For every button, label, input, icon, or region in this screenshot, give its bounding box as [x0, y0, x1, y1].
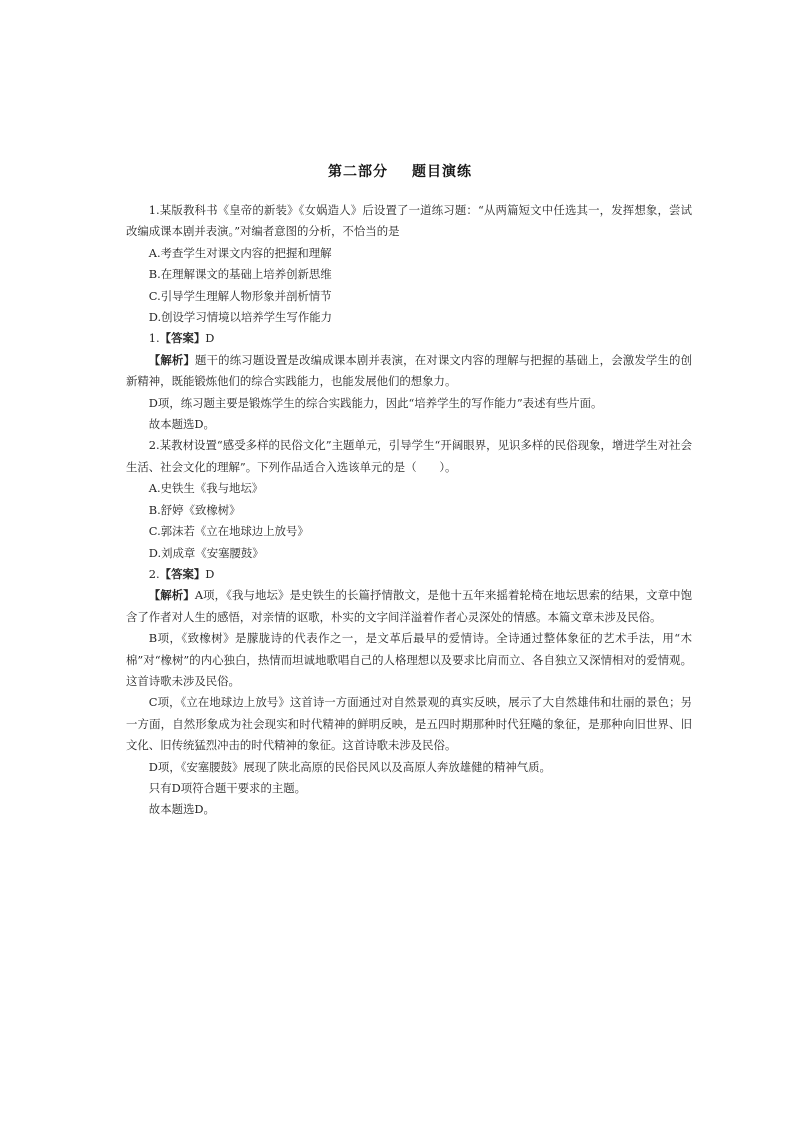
q2-option-b: B.舒婷《致橡树》: [148, 502, 241, 517]
q2-answer-value: D: [205, 566, 215, 581]
q1-answer-label: 【答案】: [159, 331, 206, 346]
q1-option-d: D.创设学习情境以培养学生写作能力: [148, 310, 333, 325]
q2-stem: 2.某教材设置“感受多样的民俗文化”主题单元，引导学生“开阔眼界，见识多样的民俗现象，增进学生对社会生活、社会文化的理解”。下列作品适合入选该单元的是（ ）。: [126, 438, 692, 474]
q2-answer: [126, 564, 692, 585]
q2-analysis-label: 【解析】: [148, 588, 195, 603]
section-title: [0, 161, 800, 181]
q2-option-d: D.刘成章《安塞腰鼓》: [148, 545, 264, 560]
q2-answer-label: 【答案】: [159, 566, 206, 581]
q2-only-d: 只有D项符合题干要求的主题。: [148, 780, 307, 795]
q1-answer-value: D: [205, 331, 215, 346]
q2-analysis-a-text: A项，《我与地坛》是史铁生的长篇抒情散文，是他十五年来摇着轮椅在地坛思索的结果，文章中饱含了作者对人生的感悟，对亲情的讴歌，朴实的文字间洋溢着作者心灵深处的情感。本篇文章未涉及民俗。: [126, 588, 692, 624]
section-part: 第二部分: [328, 164, 388, 180]
q1-stem: 1.某版教科书《皇帝的新装》《女娲造人》后设置了一道练习题：“从两篇短文中任选其一，发挥想象，尝试改编成课本剧并表演。”对编者意图的分析，不恰当的是: [126, 203, 692, 239]
q2-option-a: A.史铁生《我与地坛》: [148, 481, 264, 496]
q1-option-a: A.考查学生对课文内容的把握和理解: [148, 245, 332, 260]
q1-answer: [126, 328, 692, 349]
q2-analysis-b: B项，《致橡树》是朦胧诗的代表作之一，是文革后最早的爱情诗。全诗通过整体象征的艺术手法，用“木棉”对“橡树”的内心独白，热情而坦诚地歌唱自己的人格理想以及要求比肩而立、各自独立又深情相对的爱情观。这首诗歌未涉及民俗。: [126, 631, 692, 688]
q2-answer-prefix: 2.: [148, 566, 160, 581]
q1-d-note: D项，练习题主要是锻炼学生的综合实践能力，因此“培养学生的写作能力”表述有些片面。: [148, 395, 603, 410]
q1-conclusion: 故本题选D。: [148, 417, 215, 432]
q1-option-c: C.引导学生理解人物形象并剖析情节: [148, 288, 332, 303]
q2-analysis-a: [126, 585, 692, 628]
section-name: 题目演练: [412, 164, 472, 180]
q1-option-b: B.在理解课文的基础上培养创新思维: [148, 267, 332, 282]
q1-analysis-text: 题干的练习题设置是改编成课本剧并表演，在对课文内容的理解与把握的基础上，会激发学生的创新精神，既能锻炼他们的综合实践能力，也能发展他们的想象力。: [126, 352, 692, 389]
q1-analysis: [126, 350, 692, 393]
q2-conclusion: 故本题选D。: [148, 802, 215, 817]
q2-analysis-c: C项，《立在地球边上放号》这首诗一方面通过对自然景观的真实反映，展示了大自然雄伟和壮丽的景色；另一方面，自然形象成为社会现实和时代精神的鲜明反映，是五四时期那种时代狂飚的象征，是那种向旧世界、旧文化、旧传统猛烈冲击的时代精神的象征。这首诗歌未涉及民俗。: [126, 695, 692, 753]
document-body: [126, 200, 692, 821]
q1-analysis-label: 【解析】: [148, 352, 196, 367]
q2-analysis-d: D项，《安塞腰鼓》展现了陕北高原的民俗民风以及高原人奔放雄健的精神气质。: [148, 759, 551, 774]
q1-answer-prefix: 1.: [148, 331, 160, 346]
q2-option-c: C.郭沫若《立在地球边上放号》: [148, 524, 309, 539]
